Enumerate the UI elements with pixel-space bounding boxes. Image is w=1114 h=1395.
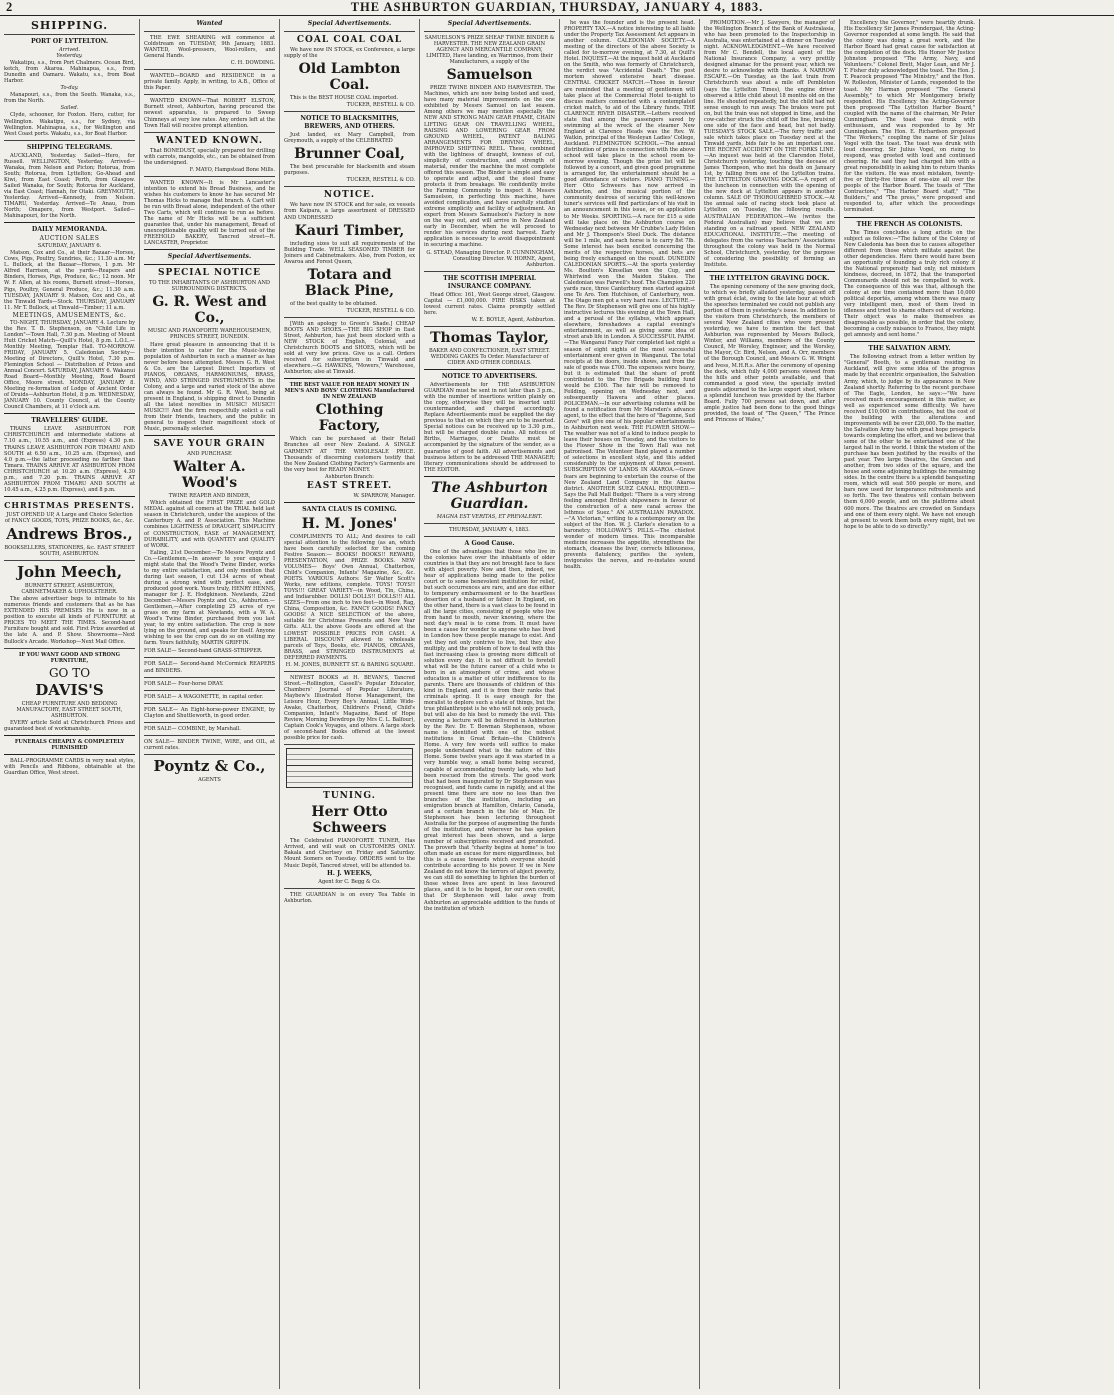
page-number: 2 (6, 0, 14, 14)
notice-advertisers-heading: NOTICE TO ADVERTISERS. (441, 373, 538, 381)
auction-heading: AUCTION SALES (39, 235, 100, 243)
divider (704, 271, 835, 272)
east-street: EAST STREET. (306, 480, 393, 491)
blacksmiths-heading: NOTICE TO BLACKSMITHS, BREWERS, AND OTHERS. (300, 115, 399, 131)
divider (844, 217, 975, 218)
notice-heading: NOTICE. (323, 190, 376, 201)
shearing-text: THE EWE SHEARING will commence at Coldstream on TUESDAY, 9th January, 1883. WANTED, Wool-pressers, Wool-rollers, and General Hands. (144, 35, 275, 60)
ashburton-branch: Ashburton Branch: (325, 473, 374, 480)
schweers-name: Herr Otto Schweers (311, 804, 388, 837)
special-heading: Special Advertisements. (447, 20, 532, 27)
divider (284, 186, 415, 187)
best-value-text: THE BEST VALUE FOR READY MONEY IN MEN'S AND BOYS' CLOTHING Manufactured IN NEW ZEALAND (284, 382, 415, 401)
meech-sub: BURNETT STREET, ASHBURTON, CABINETMAKER & UPHOLSTERER. (21, 583, 118, 596)
divider (144, 703, 275, 704)
divider (144, 176, 275, 177)
coal-text: We have now IN STOCK, ex Conference, a large supply of the (284, 47, 415, 60)
divider (424, 476, 555, 477)
masthead (0, 0, 1114, 14)
for-sale-list (144, 648, 275, 754)
masthead-rule (0, 15, 1114, 16)
programme-text: BALL-PROGRAMME CARDS in very neat styles, with Pencils and Ribbons, obtainable at the Guardian Office, West street. (4, 757, 135, 777)
column-2 (144, 19, 275, 1389)
samuelson-name: Samuelson (446, 67, 533, 84)
sparrow-signature: W. SPARROW, Manager. (353, 492, 415, 499)
divider (144, 735, 275, 736)
scottish-signature: W. E. BOYLE, Agent, Ashburton. (471, 316, 555, 323)
divider (284, 378, 415, 379)
andrews-sub: BOOKSELLERS, STATIONERS, &c. EAST STREET SOUTH, ASHBURTON. (4, 545, 135, 558)
jones-name: H. M. Jones' (301, 515, 398, 532)
divider (144, 435, 275, 436)
divider (144, 264, 275, 265)
for-sale-item: ON SALE— BINDER TWINE, WIRE, and OIL, at current rates. (144, 738, 275, 751)
column-7 (844, 19, 975, 1389)
poyntz-agents: AGENTS (198, 776, 221, 783)
meech-text: The above advertiser begs to intimate to his numerous friends and customers that as he has EXTENDED HIS PREMISES He is now in a position to execute all kinds of FURNITURE at PRICES TO MEET THE TIMES. Second-hand Furniture bought and sold. First Prize awarded at the late A. and P. Show. Showrooms—Next Bullock's Arcade. Workshop—Next Mail Office. (4, 596, 135, 645)
taylor-name: Thomas Taylor, (430, 329, 549, 346)
davis-text: EVERY article Sold at Christchurch Prices and guaranteed best of workmanship. (4, 719, 135, 732)
kauri-name: Kauri Timber, (294, 222, 405, 239)
divider (284, 502, 415, 503)
arrived-label: Arrived. (59, 47, 80, 53)
divider (144, 677, 275, 678)
meetings-heading: MEETINGS, AMUSEMENTS, &c. (12, 311, 127, 319)
arrivals-text: Wakatipu, s.s., from Port Chalmers. Ocean Bird, ketch, from Akaroa. Mahinapua, s.s., from Dunedin and Oamaru. Wakatu, s.s., from Boat Harbor. (4, 60, 135, 85)
divider (4, 496, 135, 497)
west-text: Have great pleasure in announcing that it is their intention to cater for the Music-loving population of Ashburton in such a manner as has never before been attempted. Messrs G. R. West & Co. are the Largest Direct Importers of PIANOS, ORGANS, HARMONIUMS, BRASS, WIND, AND STRINGED INSTRUMENTS in the Colony, and a large and varied stock of the above can always be found. Mr G. R. West, being at present in England, is shipping direct to Dunedin all the latest novelties in MUSIC! MUSIC!! MUSIC!!! And the firm respectfully solicit a call from their friends, teachers, and the public in general to inspect their magnificent stock of Music, personally selected. (144, 341, 275, 433)
kauri-text: We have now IN STOCK and for sale, ex vessels from Kaipara, a large assortment of DRESSED AND UNDRESSED (284, 202, 415, 221)
schweers-text: The Celebrated PIANOFORTE TUNER, Has Arrived, and will wait on CUSTOMERS ONLY. Bakala and Chertsey on Friday and Saturday. Mount Somers on Tuesday. ORDERS sent to the Music Depôt, Tancred street, will be attended to. (284, 838, 415, 869)
divider (424, 271, 555, 272)
motto: MAGNA EST VERITAS, ET PREVALEBIT. (436, 513, 543, 520)
funerals-text: FUNERALS CHEAPLY & COMPLETELY FURNISHED (14, 738, 125, 751)
today-arrivals-text: Manapouri, s.s., from the South. Wanaka, s.s., from the North. (4, 92, 135, 105)
divider (424, 523, 555, 524)
telegrams-heading: SHIPPING TELEGRAMS. (26, 143, 113, 151)
sailed-label: Sailed. (60, 105, 79, 112)
jones-text: COMPLIMENTS TO ALL; And desires to call special attention to the following (as an, which have been carefully selected for the coming Festive Season:— BOOKS! BOOKS!! REWARD, PRESENTATION, and PRIZE BOOKS. NEW VOLUMES— Boys' Own Annual, Chatterbox, Child's Companion, Infants' Magazine, &c., &c. POETS. VARIOUS Authors: Sir Walter Scott's Works, new editions, complete. TOYS! TOYS!! TOYS!!! GREAT VARIETY—in Wood, Tin, China, and Indiarubber. DOLLS! DOLLS!! DOLLS!!! ALL SIZES—From one inch to two feet—in Wood, Rag, China, Composition, &c. FANCY GOODS! FANCY GOODS! A NICE SELECTION of the above, suitable for Christmas Presents and New Year Gifts. ALL the above Goods are offered at the LOWEST POSSIBLE PRICES FOR CASH. A LIBERAL DISCOUNT allowed to wholesale parcels of Toys, Books, etc. PIANOS, ORGANS, BRASS, and STRINGED INSTRUMENTS at DEFERRED PAYMENTS. (284, 533, 415, 661)
divider (4, 34, 135, 35)
brunner-text: Just landed, ex Mary Campbell, from Greymouth, a supply of the CELEBRATED (284, 132, 415, 145)
taylor-text: BAKER AND CONFECTIONER, EAST STREET. WEDDING CAKES To Order. Manufacturer of CIDER AND OTHER CORDIALS. (428, 347, 551, 366)
special-heading: Special Advertisements. (167, 253, 252, 261)
scottish-heading: THE SCOTTISH IMPERIAL INSURANCE COMPANY. (443, 274, 536, 290)
divider (424, 536, 555, 537)
auctions-text: Matson, Cox and Co., at their Bazaar—Horses, Cows, Pigs, Poultry, Sundries, &c.; 11.30 a.m. Mr L. Bullock, at the Bazaar—Horses, 1 p.m. Mr Alfred Harrison, at the yards—Reapers and Binders, Horses, Pigs, Produce, &c.; 12 noon. Mr W. F. Allen, at his rooms, Burnett street—Horses, Pigs, Poultry, General Produce, &c.; 11.30 a.m. TUESDAY, JANUARY 9. Matson, Cox and Co., at the Tinwald Yards—Stock. THURSDAY, JANUARY 11. Mr T. Bullock, at Tinwald—Timber; 11 a.m. (4, 250, 135, 311)
and-purchase: AND PURCHASE (187, 451, 232, 458)
column-3 (284, 19, 415, 1389)
samuelson-signature: G. STEAD, Managing Director. P. CUNNINGHAM, Consulting Director. W. HORNE, Agent, Ashburton. (426, 249, 555, 268)
divider (144, 132, 275, 133)
divider (144, 690, 275, 691)
notice-heading: SPECIAL NOTICE (158, 268, 261, 279)
travellers-heading: TRAVELLERS' GUIDE. (31, 417, 108, 425)
for-sale-item: FOR SALE— Second-hand GRASS-STRIPPER. (144, 648, 263, 655)
totara-text: of the best quality to be obtained. (290, 300, 378, 307)
lancaster-text: WANTED KNOWN—It is Mr Lancaster's intention to extend his Bread Business, and he wishes his customers to know he has secured Mr Thomas Hicks to manage that branch. A Cart will be run with Bread alone, independent of the other Two Carts, which will continue to run as before. The name of Mr Hicks will be a sufficient guarantee that, under his management, Bread of unexceptionable quality will be turned out of the FREEHOLD BAKERY, Tancred street—R. LANCASTER, Proprietor. (144, 179, 275, 247)
masthead-title: THE ASHBURTON GUARDIAN, THURSDAY, JANUARY 4, 1883. (350, 0, 764, 14)
divider (284, 671, 415, 672)
meech-name: John Meech, (16, 563, 123, 582)
telegrams-text: AUCKLAND, Yesterday. Sailed—Hero, for Russell. WELLINGTON, Yesterday. Arrived—Wanaka, from Nelson and Picton; Rotorua, from South; Rotorua, from Lyttelton; Go-Ahead and Kiwi, from East Coast; Perth, from Glasgow. Sailed Wanaka, for South; Rotorua for Auckland, via East Coast; Hannah, for Otaki. GREYMOUTH, Yesterday. Arrived—Kennedy, from Nelson. TIMARU, Yesterday. Arrived—Te Anau, from North; Omapere, from Westport. Sailed—Mahinapouri, for the North. (4, 152, 135, 220)
notice-advertisers-text: Advertisements for THE ASHBURTON GUARDIAN must be sent in not later than 3 p.m., with the number of insertions written plainly on the copy, otherwise they will be inserted until countermanded, and charged accordingly. Replace Advertisements must be supplied the day previous to that on which they are to be inserted. Special notices can be received up to 3.30 p.m., but will be charged double rates. All notices of Births, Marriages, or Deaths must be accompanied by the signature of the sender, as a guarantee of good faith. All advertisements and business letters to be addressed THE MANAGER; literary communications should be addressed to THE EDITOR. (424, 382, 555, 473)
divider (144, 94, 275, 95)
date-line: THURSDAY, JANUARY 4, 1883. (449, 526, 530, 533)
clothing-name: Clothing Factory, (315, 402, 384, 435)
special-heading: Special Advertisements. (307, 20, 392, 27)
travellers-text: TRAINS LEAVE ASHBURTON FOR CHRISTCHURCH and intermediate stations at 7.10 a.m., 10.55 a.m., and (Express) 4.30 p.m. TRAINS LEAVE ASHBURTON FOR TIMARU AND SOUTH at 6.50 a.m., 10.25 a.m. (Express), and 4.0 p.m.—the latter proceeding no farther than Timaru. TRAINS ARRIVE AT ASHBURTON FROM CHRISTCHURCH at 10.20 a.m. (Express), 4.30 p.m., and 7.20 p.m. TRAINS ARRIVE AT ASHBURTON FROM TIMARU AND SOUTH at 10.45 a.m., 4.25 p.m. (Express), and 8 p.m. (4, 426, 135, 493)
coal-heading: COAL COAL COAL (296, 35, 403, 45)
poyntz-name: Poyntz & Co., (153, 756, 266, 775)
divider (424, 31, 555, 32)
column-5 (564, 19, 695, 1389)
for-sale-item: FOR SALE— An Eight-horse-power ENGINE, by Clayton and Shuttleworth, in good order. (144, 706, 275, 719)
shearing-signature: C. H. DOWDING. (230, 60, 275, 67)
divider (424, 369, 555, 370)
christmas-heading: CHRISTMAS PRESENTS. (4, 499, 135, 510)
column-4 (424, 19, 555, 1389)
board-text: WANTED—BOARD and RESIDENCE in a private family. Apply, in writing, to A.B., Office of this Paper. (144, 73, 275, 92)
memoranda-heading: DAILY MEMORANDA. (31, 226, 108, 234)
divider (4, 413, 135, 414)
totara-name: Totara and Black Pine, (304, 266, 395, 299)
for-sale-item: FOR SALE— COMBINE, by Marshall. (144, 725, 241, 732)
salvation-heading: THE SALVATION ARMY. (868, 345, 951, 353)
wood-sub: TWINE REAPER AND BINDER, (168, 493, 251, 500)
divider (284, 317, 415, 318)
samuelson-text: PRIZE TWINE BINDER AND HARVESTER. The Machines, which are now being tested and used, have many material improvements on the one exhibited by Messrs Samuel on last season. Among others we may mention especially the NEW AND STRONG MAIN GEAR FRAME, CHAIN LIFTING GEAR ON TRAVELLING WHEEL, RAISING AND LOWERING GEAR FROM GROUND WHEEL, PATENT BALING ARRANGEMENTS FOR DRIVING WHEEL, IMPROVED SHIFTING REEL. These, combined with the lightness of draught, lowness of cut, simplicity of construction, and strength of material, render the machine the most complete offered this season. The Binder is simple and easy to operate and adjust, and the steel frame protects it from breakage. We confidently invite the Farming Community to inspect it. Messrs Samuelson, in perfecting this machine, have avoided complication, and have carefully studied extreme simplicity and facility of adjustment. An expert from Messrs Samuelson's Factory is now on the way out, and will arrive in New Zealand early in December, when he will proceed to render his services during next harvest. Early application is necessary to avoid disappointment in securing a machine. (424, 85, 555, 249)
divider (4, 754, 135, 755)
wood-text: Which obtained the FIRST PRIZE and GOLD MEDAL against all comers at the TRIAL held last season in Christchurch, under the auspices of the Canterbury A. and P. Association. This Machine combines LIGHTNESS of DRAUGHT, SIMPLICITY of CONSTRUCTION, EASE of MANAGEMENT, DURABILITY, and with QUANTITY and QUALITY of WORK. (144, 500, 275, 549)
west-name: G. R. West and Co., (152, 294, 267, 327)
shipping-heading: SHIPPING. (30, 19, 109, 32)
save-grain-heading: SAVE YOUR GRAIN (153, 439, 266, 450)
sheet-music-illustration (286, 748, 413, 788)
divider (144, 657, 275, 658)
samuelson-intro: SAMUELSON'S PRIZE SHEAF TWINE BINDER & HARVESTER. THE NEW ZEALAND GRAIN AGENCY AND MERCANTILE COMPANY, LIMITED, Have landing, ex Warrimoo, from their Manufacturers, a supply of the (424, 35, 555, 66)
tucker-signature: TUCKER, RESTELL & CO. (346, 307, 415, 314)
divider (144, 31, 275, 32)
brunner-name: Brunner Coal, (294, 146, 405, 163)
davis-sub: CHEAP FURNITURE AND BEDDING MANUFACTORY, EAST STREET SOUTH, ASHBURTON. (16, 700, 123, 719)
column-rule (559, 19, 560, 1389)
graving-heading: THE LYTTELTON GRAVING DOCK. (709, 274, 830, 282)
wood-name: Walter A. Wood's (173, 459, 246, 492)
french-heading: THE FRENCH AS COLONISTS. (856, 220, 963, 228)
clothing-text: Which can be purchased at their Retail Branches all over New Zealand. A SINGLE GARMENT AT THE WHOLESALE PRICE. Thousands of discerning customers testify that the New Zealand Clothing Factory's Garments are the very best for READY MONEY. (284, 436, 415, 473)
leader-heading: A Good Cause. (464, 539, 515, 547)
known2-heading: WANTED KNOWN. (155, 135, 264, 146)
news-items: PROMOTION.—Mr J. Sawyers, the manager of the Wellington Branch of the Bank of Australasia, who has been promoted to the Inspectorship in Australia, was entertained at a dinner on Tuesday night. ACKNOWLEDGMENT.—We have received from Mr C. Bendell, the local agent of the National Insurance Company, a very prettily designed almanac for the present year, which we desire to acknowledge with thanks. A NARROW ESCAPE.—On Tuesday, as the last train from Christchurch was about a mile off Pembleton (says the Lyttelton Times), the engine driver observed a little child about 18 months old on the line. He shouted repeatedly, but the child had not sense enough to run away. The brakes were put on, but the train was not stopped in time, and the cow-catcher struck the child off the line, bruising one side of the face and head, but not badly. TUESDAY'S STOCK SALE.—The ferry traffic and sale which takes place on Tuesday next at the Tinwald yards, bids fair to be an important one. THE RECENT ACCIDENT ON THE FORKS LINE.—An inquest was held at the Clarendon Hotel, Christchurch yesterday, touching the decease of James Thompson, who met his death on January 1st, by falling from one of the Lyttelton trains. THE LYTTELTON GRAVING DOCK.—A report of the luncheon in connection with the opening of the new dock at Lyttelton appears in another column. SALE OF THOROUGHBRED STOCK.—At the annual sale of racing stock took place at Lyttelton on Tuesday, the following results. AUSTRALIAN FEDERATION.—We (writes the Federal Australian) may believe that we are standing on a railroad speed. NEW ZEALAND EDUCATIONAL INSTITUTE.—The meeting of delegates from the various Teachers' Associations throughout the colony was held in the Normal School, Christchurch, yesterday, for the purpose of considering the possibility of forming an Institute. (704, 20, 835, 268)
shoes-text: [With an apology to Green's Shade.] CHEAP BOOTS AND SHOES.—THE BIG SHOP in East Street, Ashburton, has just been stocked with a NEW STOCK of English, Colonial, and Christchurch BOOTS and SHOES, which will be sold at very low prices. Give us a call. Orders received for subscription in Tinwald and elsewhere.—G. HAWKINS, "Mowers," Warehouse, Ashburton; also at Tinwald. (284, 320, 415, 376)
column-rule (279, 19, 280, 1389)
today-label: To-day. (60, 85, 79, 92)
divider (144, 722, 275, 723)
tucker-signature: TUCKER, RESTELL & CO. (346, 102, 415, 109)
divider (4, 735, 135, 736)
divider (284, 744, 415, 745)
for-sale-item: FOR SALE— A WAGONETTE, in capital order. (144, 693, 264, 700)
divider (4, 222, 135, 223)
santa-heading: SANTA CLAUS IS COMING. (302, 505, 397, 513)
divider (844, 341, 975, 342)
graving-text: The opening ceremony of the new graving dock, to which we briefly alluded yesterday, passed off with great éclat, owing to the late hour at which the speeches terminated we could not publish any portion of them in yesterday's issue. In addition to the visitors from Christchurch, the members of several New Zealand cities who were present yesterday, we have to mention the fact that Ashburton was represented by Messrs Bullock, Winter, and Williams, members of the County Council, Mr Worsley, Engineer, and the Worsley, the Mayor, Cr. Bird, Nelson, and A. Orr, members of the Borough Council, and Messrs G. W. Wright and Ivess, M.H.R.s. After the ceremony of opening the dock, which fully 4,000 persons viewed from the hills and other points available, and that commanded a good view, the specially invited guests adjourned to the large export shed, where a splendid luncheon was provided by the Harbor Board. Fully 700 persons sat down, and after ample justice had been done to the good things provided, the toast of "The Queen," "The Prince and Princess of Wales," (704, 283, 835, 423)
auction-date: SATURDAY, JANUARY 6. (37, 243, 102, 250)
column-rule (839, 19, 840, 1389)
french-text: The Times concludes a long article on the subject as follows:—"The failure of the Colony of New Caledonia has been due to causes altogether different from those which militate against the other dependencies. Here there would have been an opportunity of founding a truly rich colony if the National propensity had only, not ministers kindness, decreed, in 1872, that the transported Communards should not be compelled to work. The consequence of this was that, although the colony at one time contained more than 10,000 political deportés, among whom there was many very intelligent men, most of them lived in idleness and tried to shame others out of working. Their object was to make themselves as disagreeable as possible, in order that the colony, becoming a costly nuisance to France, they might get amnesty and sent home." (844, 229, 975, 339)
divider (144, 69, 275, 70)
sailed-text: Clyde, schooner, for Foxton. Hero, cutter, for Wellington. Wakatipu, s.s., for Sydney, via Wellington. Mahinapua, s.s., for Wellington and West Coast ports. Wakatu, s.s., for Boat Harbor. (4, 112, 135, 137)
lambton-text: This is the BEST HOUSE COAL imported. (290, 95, 398, 102)
davis-go: GO TO (48, 665, 91, 680)
divider (284, 31, 415, 32)
port-heading: PORT OF LYTTELTON. (30, 38, 109, 45)
divider (284, 888, 415, 889)
davis-intro: IF YOU WANT GOOD AND STRONG FURNITURE, (19, 651, 120, 664)
news-items: Excellency the Governor," were heartily drunk. His Excellency Sir James Prendergast, the Acting-Governor responded at some length. He said that the colony was doing a great work, and the Harbor Board had great cause for satisfaction at the completion of the dock. His Honor Mr Justice Johnston proposed "The Army, Navy, and Volunteers." Colonel Brett, Major Lean, and Mr J. T. Fisher duly acknowledged the toast. The Hon. J. T. Peacock proposed "The Ministry," and the Hon. W. Rolleston, Minister of Lands, responded to the toast. Mr Harman proposed "The General Assembly," to which Mr Montgomery briefly responded. His Excellency the Acting-Governor then proposed "The Lyttelton Harbor Board," coupled with the name of the chairman, Mr Peter Cunningham. The toast was drunk with enthusiasm, and was responded to by Mr Cunningham. The Hon. E. Richardson proposed "The Workers," coupling the name of Sir Julius Vogel with the toast. The toast was drunk with loud cheering. Sir Julius Vogel, on rising to respond, was greeted with loud and continued cheering. He said they had charged him with a great responsibility in asking him to return thanks for the visitors. He was most mistaken, twenty-five or thirty-five times of one-size all over the peopls of the Harbor Board. The toasts of "The Contractors," "The Harbor Board staff," "The Builders," and "The press," were proposed and responded to, after which the proceedings terminated. (844, 20, 975, 214)
weeks-sub: Agent for C. Begg & Co. (318, 878, 381, 885)
newest-books-text: NEWEST BOOKS at H. BEVAN'S, Tancred Street.—Rollington, Cassell's Popular Educator, Chambers' Journal of Popular Literature, Maybew's Illustrated Horse Management, the Leisure Hour, Every Boy's Annual, Little Wide-Awake, Chatterbox, Children's Friend, Child's Companion, Infant's Magazine, Band of Hope Review, Morning Dewdrops (by Mrs C. L. Balfour), Captain Cook's Voyages, and others. A large stock of second-hand Books offered at the lowest possible price for cash. (284, 674, 415, 742)
bonedust-signature: F. MAYO, Hampstead Bone Mills. (189, 166, 275, 173)
notice-sub: TO THE INHABITANTS OF ASHBURTON AND SURROUNDING DISTRICTS. (148, 280, 271, 293)
paper-title: The Ashburton Guardian. (431, 479, 548, 512)
for-sale-item: FOR SALE— Four-horse DRAY. (144, 680, 224, 687)
divider (4, 140, 135, 141)
for-sale-item: FOR SALE— Second-hand McCormick REAPERS and BINDERS. (144, 661, 275, 674)
bonedust-text: That BONEDUST, specially prepared for drilling with carrots, mangolds, etc., can be obtained from the undersigned. (144, 147, 275, 166)
column-rule (139, 19, 140, 1389)
wanted-heading: Wanted (196, 20, 223, 27)
leader-text: One of the advantages that those who live in the colonies have over the inhabitants of older countries is that they are not brought face to face with abject poverty. Now and then, indeed, we hear of applications being made to the police court or to some benevolent institution for relief, but such occurrences are rare, and are due either to temporary embarrassment or to the heartless desertion of a husband or father. In England, on the other hand, there is a vast class to be found in all the large cities, consisting of people who live from hand to mouth, never knowing, where the next day's meal is to come from. It must have been a cause for wonder to anyone who has lived in London how these people manage to exist. And yet they not only contrive to live, but they also multiply, and the problem of how to deal with this fast increasing class is growing more difficult of solution every day. It is not difficult to foretell what will be the future career of a child who is born in an atmosphere of crime, and whose education is a matter of utter indifference to its parents. There are thousands of children of this kind in England, and it is from their ranks that criminals spring. It is easy enough for the moralist to deplore such a state of things, but the true philanthropist is he who will not only preach, but will also do his best to remedy the evil. This evening a lecture will be delivered in Ashburton by the Rev. Dr. T. Bowman Stephenson, whose name is identified with one of the noblest institutions in Great Britain—the Children's Home. A very few words will suffice to make people understand what is the nature of this Home. Some twelve years ago it was started in a very humble way, a small home being secured, capable of accommodating twenty lads, who had been rescued from the streets. The good work that had been inaugurated by Dr Stephenson was recognised, and funds came in rapidly, and at the present time there are now no less than five branches of the institution, including an emigration branch at Hamilton, Ontario, Canada, and a certain branch in the Isle of Man. Dr Stephenson has been lecturing throughout Australia for the purpose of augmenting the funds of the institution, and wherever he has spoken great interest has been shown, and a large number of subscriptions received and promoted. The proverb that "charity begins at home" is too often made an excuse for mere niggardliness, but this is a cause towards which everyone should contribute according to his power. If we in New Zealand do not know the terrors of abject poverty, we can still do something to lighten the burden of those whose lives are spent in less favoured places, and it is to be hoped, for our own credit, that Dr Stephenson will take away from Ashburton an appreciable addition to the funds of the institution of which (424, 548, 555, 912)
tuning-heading: TUNING. (323, 791, 376, 802)
divider (284, 111, 415, 112)
meetings-text: TO-NIGHT, THURSDAY, JANUARY 4. Lecture by the Rev. T. B. Stephenson, on "Child Life in London"—Town Hall, 7.30 p.m. Meeting of Mount Hutt Cricket Match—Quill's Hotel, 8 p.m. L.O.L.—Monthly Meeting, Templar Hall. TO-MORROW. FRIDAY, JANUARY 5. Caledonian Society—Meeting of Directors, Quill's Hotel, 7.30 p.m. Flemington School — Distribution of Prizes and Annual Concert. SATURDAY, JANUARY 6. Wakanui Road Board—Monthly Meeting, Road Board Office, Moore street. MONDAY, JANUARY 8. Meeting re-formation of Lodge of Ancient Order of Druids—Ashburton Hotel, 8 p.m. WEDNESDAY, JANUARY 10. County Council, at the County Council Chambers, at 11 o'clock a.m. (4, 319, 135, 411)
brunner-text2: The best procurable for blacksmith and steam purposes. (284, 164, 415, 177)
divider (4, 648, 135, 649)
divider (424, 326, 555, 327)
kauri-text2: including sizes to suit all requirements of the Building Trade. WELL SEASONED TIMBER for Joiners and Cabinetmakers. Also, from Foxton, ex Awaroa and Forest Queen, (284, 240, 415, 265)
column-1 (4, 19, 135, 1389)
tucker-signature: TUCKER, RESTELL & CO. (346, 177, 415, 184)
salvation-text: The following extract from a letter written by "General" Booth, to a gentleman residing in Auckland, will give some idea of the progress made by that eccentric organisation, the Salvation Army, which, to judge by its appearance in New Zealand shortly. Referring to the recent purchase of The Eagle, London, he says:—"We have received much encouragement in this matter, as well as experienced some difficulty. We have received £10,000 in contributions, but the cost of the building with the alterations and improvements will be over £20,000. To the matter, the Salvation Army has with great hope prospects towards completing the effort, and we believe that some of the other to be entertained one of the largest hall in the world. I think the wisdom of the purchase has been justified by the results of the past year. Two large theatres, the Grecian and another, from two sides of the square, and the house and some adjoining buildings the remaining sides. In the centre there is a splendid banqueting room, which will seat 500 people or more, and bars now used for temperance refreshments and so forth. The two theatres will contain between them 6,000 people, and on the platforms about 600 more. The theatres are crowded on Sundays and one of them every night. We have not enough at present to work them both every night, but we hope to be able to do so directly." (844, 354, 975, 530)
testimonial-text: Ealing, 21st December.—To Messrs Poyntz and Co.—Gentlemen,—In answer to your enquiry I might state that the Wood's Twine Binder, works to my entire satisfaction, and only mention that during last season, I cut 134 acres of wheat during a strong wind with perfect ease, and produced good work. Yours truly, HENRY HENNS, manager for J. E. Hodgkinson. Newlands, 22nd December.—Messrs Poyntz and Co., Ashburton.—Gentlemen,—After completing 25 acres of rye grass on my farm at Newlands, with a W. A. Wood's Twine Binder, purchased from you last year, to my entire satisfaction. The crop is now lying on the ground, and speaks for itself. Anyone wishing to see the crop can do so on visiting my farm. Yours faithfully, MARTIN GRIFFIN. (144, 549, 275, 647)
tide-text: THE GUARDIAN is on every Tea Table in Ashburton. (284, 891, 415, 904)
known-text: WANTED KNOWN—That ROBERT ELSTON, Burnett street, Ashburton, having procured the newest apparatus, is prepared to Sweep Chimneys at very low rates. Any orders left at the Town Hall will receive prompt attention. (144, 98, 275, 129)
column-rule (419, 19, 420, 1389)
divider (4, 560, 135, 561)
davis-name: DAVIS'S (35, 680, 104, 699)
scottish-text: Head Office: 161, West George street, Glasgow. Capital — £1,000,000. FIRE RISKS taken at lowest current rates. Claims promptly settled here. (424, 291, 555, 316)
christmas-lines: JUST OPENED UP, A Large and Choice Selection of FANCY GOODS, TOYS, PRIZE BOOKS, &c., &c. (4, 511, 135, 524)
yesterday-label: Yesterday. (56, 53, 83, 60)
west-sub: MUSIC AND PIANOFORTE WAREHOUSEMEN, PRINCES STREET, DUNEDIN. (147, 328, 272, 341)
weeks-name: H. J. WEEKS, (326, 869, 373, 877)
jones-signature: H. M. JONES, BURNETT ST. & BARING SQUARE. (285, 661, 415, 668)
divider (144, 754, 275, 755)
column-6 (704, 19, 835, 1389)
column-rule (979, 19, 980, 1389)
news-items: he was the founder and is the present head. PROPERTY TAX.—A notice interesting to all liable under the Property Tax Assessment Act appears in another column. CALEDONIAN SOCIETY.—A meeting of the directors of the above Society is called for to-morrow evening, at 7.30, at Quill's Hotel. INQUEST.—At the inquest held at Auckland on the Smith, who was formerly of Christchurch, the verdict was "Accidental Death." The post mortem showed extensive heart disease. CENTRAL CRICKET MATCH.—Those in favour are reminded that a meeting of gentlemen will take place at the Commercial Hotel to-night to discuss matters connected with a contemplated cricket match, to aid of the Library funds. THE CLARENCE RIVER DISASTER.—Letters received state that among the passengers saved by swimming at the wreck of the steamer New England at Clarence Heads was the Rev. W. Watkin, principal of the Wesleyan Ladies' College, Auckland. FLEMINGTON SCHOOL.—The annual distribution of prizes in connection with the above school will take place in the school room to-morrow evening. Though the prize list will be followed by a concert, and given good programme is arranged for, the entertainment should be a good attendance of visitors. PIANO TUNING.—Herr Otto Schweers has now arrived in Ashburton, and the musical portion of the community desirous of securing this well-known tuner's services will find particulars of his visit in an announcement in this issue, or on application to Mr Weeks. SPORTING.—A race for £15 a side will take place on the Ashburton course on Wednesday next between Mr Crubbe's Lady Helen and Mr J. Thompson's Steel Duck. The distance will be 1 mile, and each horse is to carry 8st 7lb. Some interest has been excited concerning the merits of the respective horses, and bets are being freely exchanged on the result. DUNEDIN CALEDONIAN SPORTS.—At the sports yesterday Ms. Boulton's Kinsellan won the Cup, and Whirlwind won the Maiden Stakes. The Caledonian was Farwell's hoof. The Champion 220 yards race, three Canterbury men started against one Te Aro. Tom Hutchison, of Canterbury, won. The Otago men got a very hard race. LECTURE.—The Rev. Dr Stephenson will give one of his highly instructive lectures this evening at the Town Hall, and a perusal of the syllabus, which appears elsewhere, foreshadows a capital evening's entertainment, as well as giving some idea of street arab life in London. A SUCCESSFUL FARM.—The Wanganui Fancy Fair completed last night a season of eight nights of the most successful entertainment ever given in Wanganui. The total receipts at the doors, inside shows, and from the sale of goods was £700. The expenses were heavy, but it is estimated that the share of profit contributed to the Fire Brigade building fund would be £300. The fair will be removed to Feilding, opening on Wednesday next, and subsequently Hawera and other places. POLICEMAN.—In our advertising columns will be found a notification from Mr Marsden's advance agent, to the effect that the hero of "Bagonne, Sud Gove" will give one of his popular entertainments in Ashburton next week. THE FLOWER SHOW.—The weather was not of a kind to induce people to leave their houses on Tuesday, and the visitors to the Flower Show in the Town Hall was not patronised. The Volunteer Band played a number of selections in excellent style, and this added considerably to the enjoyment of those present. SUBSCRIPTION OF LANDS IN AKAROA.—Grave fears are beginning to entertain the course of the New Zealand Land Company in the Akaroa district. ANOTHER SUEZ CANAL REQUIRED.—Says the Pall Mall Budget: "There is a very strong feeling amongst British shipowners in favour of the construction of a new canal across the Isthmus of Suez." AN AUSTRALIAN PARADOX.—"A Victorian," writing to a contemporary on the subject of the Hon. W. J. Clarke's elevation to a baronetcy. HOLLOWAY'S PILLS.—The chiefest wonder of modern times. This incomparable medicine increases the appetite, strengthens the stomach, cleanses the liver, corrects biliousness, prevents flatulency, purifies the system, invigorates the nerves, and re-instates sound health. (564, 20, 695, 571)
andrews-name: Andrews Bros., (6, 525, 133, 543)
lambton-name: Old Lambton Coal. (298, 61, 401, 94)
column-rule (699, 19, 700, 1389)
divider (144, 249, 275, 250)
